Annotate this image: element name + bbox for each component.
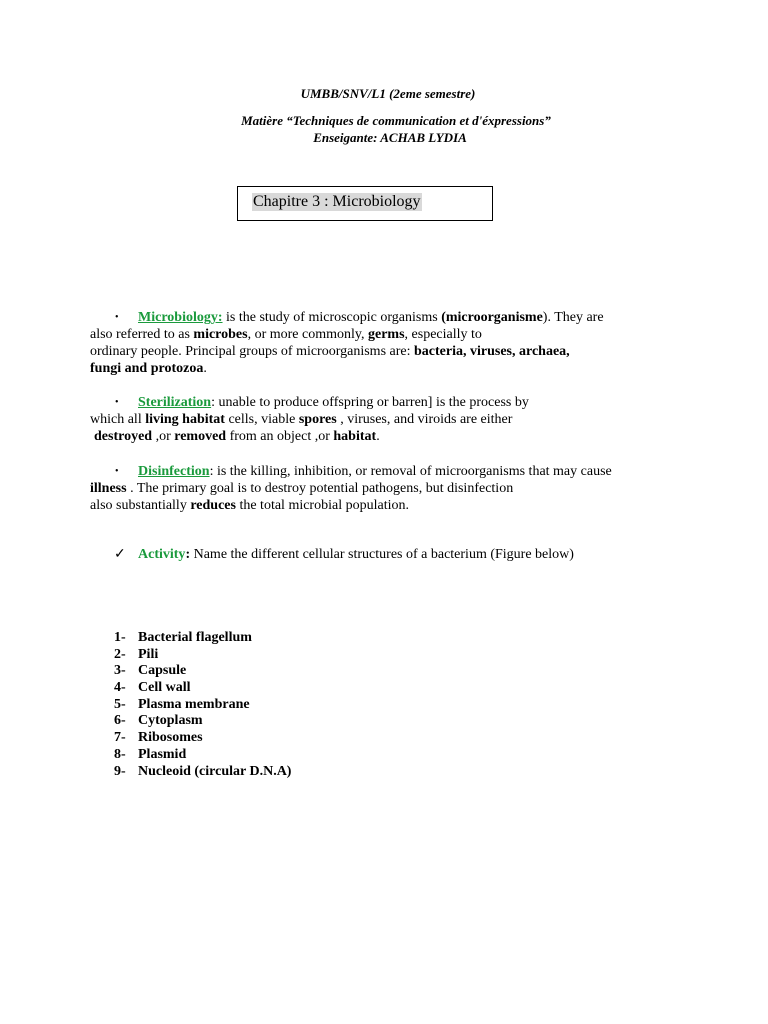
- list-item-number: 1-: [114, 630, 126, 645]
- term-disinfection: Disinfection: [138, 464, 210, 479]
- list-item: [114, 697, 291, 714]
- list-item-text: Plasmid: [138, 746, 187, 762]
- list-item-number: 5-: [114, 696, 126, 712]
- term-microbiology: Microbiology:: [138, 310, 223, 325]
- list-item-text: Ribosomes: [138, 730, 203, 746]
- text: which all: [90, 412, 146, 427]
- list-item-number: 8-: [114, 746, 126, 762]
- list-item-number: 6-: [114, 713, 126, 729]
- text: also substantially: [90, 498, 191, 513]
- text: also referred to as: [90, 327, 194, 342]
- list-item: [114, 630, 291, 647]
- bold-text: habitat: [333, 429, 377, 444]
- list-item-number: 9-: [114, 763, 126, 779]
- paragraph-sterilization: [90, 394, 690, 445]
- list-item: [114, 730, 291, 747]
- list-item: [114, 663, 291, 680]
- text: , or more commonly,: [247, 327, 368, 342]
- text: . The primary goal is to destroy potential pathogens, but disinfection: [126, 481, 514, 496]
- list-item-text: Capsule: [138, 663, 187, 679]
- text: ordinary people. Principal groups of microorganisms are:: [90, 344, 414, 359]
- text: .: [376, 429, 380, 444]
- bold-text: reduces: [190, 498, 236, 513]
- header-course: UMBB/SNV/L1 (2eme semestre): [300, 86, 476, 101]
- activity-text: Name the different cellular structures of a bacterium (Figure below): [190, 547, 574, 562]
- paragraph-disinfection: [90, 463, 690, 514]
- bold-text: germs: [368, 327, 405, 342]
- text: .: [203, 361, 207, 376]
- list-item: [114, 680, 291, 697]
- list-item-text: Pili: [138, 646, 159, 662]
- text: the total microbial population.: [235, 498, 409, 513]
- text: from an object ,or: [226, 429, 334, 444]
- list-item: [114, 747, 291, 764]
- bold-text: destroyed: [94, 429, 153, 444]
- paragraph-microbiology: [90, 309, 690, 377]
- bold-text: illness: [90, 481, 127, 496]
- header-subject: Matière “Techniques de communication et d'éxpressions”: [241, 113, 551, 128]
- bold-text: microbes: [193, 327, 248, 342]
- list-item-text: Plasma membrane: [138, 696, 250, 712]
- term-sterilization: Sterilization: [138, 395, 212, 410]
- bold-text: (microorganisme: [441, 310, 543, 325]
- list-item-number: 3-: [114, 663, 126, 679]
- text: , viruses, and viroids are either: [336, 412, 513, 427]
- list-item-number: 2-: [114, 646, 126, 662]
- text: ,or: [152, 429, 175, 444]
- list-item-text: Cytoplasm: [138, 713, 203, 729]
- bold-text: fungi and protozoa: [90, 361, 204, 376]
- list-item: [114, 713, 291, 730]
- list-item-text: Bacterial flagellum: [138, 630, 252, 645]
- bold-text: spores: [298, 412, 337, 427]
- bold-text: removed: [174, 429, 227, 444]
- bold-text: living habitat: [145, 412, 225, 427]
- list-item: [114, 647, 291, 664]
- header-teacher: Enseigante: ACHAB LYDIA: [313, 130, 467, 145]
- list-item-text: Nucleoid (circular D.N.A): [138, 763, 292, 779]
- text: is the study of microscopic organisms: [222, 310, 442, 325]
- bold-text: bacteria, viruses, archaea,: [414, 344, 570, 359]
- chapter-title-box: [237, 186, 493, 221]
- text: ). They are: [542, 310, 604, 325]
- list-item: [114, 764, 291, 781]
- term-activity: Activity: [138, 547, 186, 562]
- chapter-title: Chapitre 3 : Microbiology: [253, 193, 421, 210]
- list-item-text: Cell wall: [138, 680, 191, 696]
- bullet-icon: •: [115, 466, 119, 477]
- bullet-icon: •: [115, 312, 119, 323]
- text: : unable to produce offspring or barren] is the process by: [211, 395, 529, 410]
- bullet-icon: •: [115, 397, 119, 408]
- list-item-number: 4-: [114, 680, 126, 696]
- bold-text: :: [185, 547, 191, 562]
- text: cells, viable: [224, 412, 299, 427]
- list-item-number: 7-: [114, 730, 126, 746]
- text: : is the killing, inhibition, or removal of microorganisms that may cause: [209, 464, 612, 479]
- checkmark-icon: ✓: [114, 547, 126, 562]
- text: , especially to: [404, 327, 482, 342]
- structure-list: [114, 630, 291, 780]
- activity-line: [138, 546, 574, 563]
